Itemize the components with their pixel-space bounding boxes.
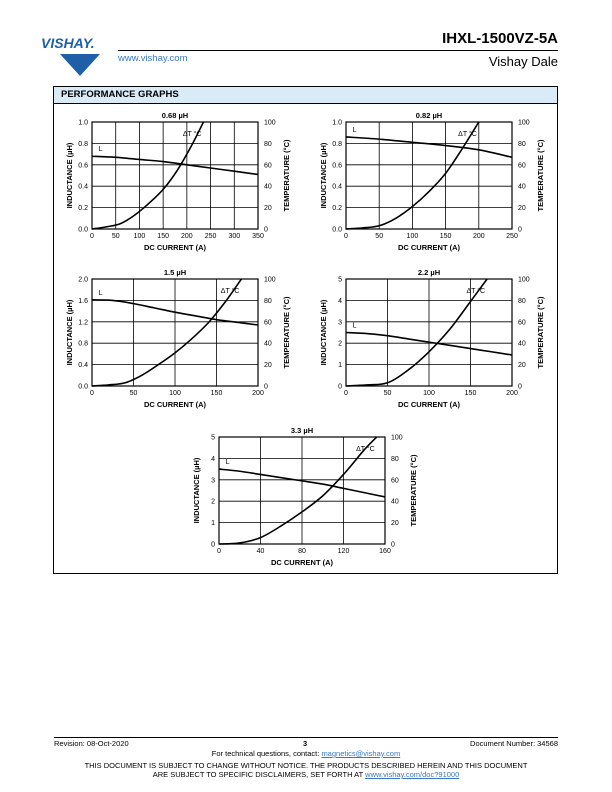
graph-1-5uh — [62, 265, 302, 413]
x-tick-label: 0 — [90, 233, 94, 240]
y-left-tick-label: 1 — [338, 362, 342, 370]
y-axis-label-right: TEMPERATURE (°C) — [409, 454, 418, 527]
vishay-logo — [40, 28, 110, 78]
x-tick-label: 0 — [217, 548, 221, 555]
y-left-tick-label: 5 — [211, 434, 215, 442]
graph-0-82uh — [316, 108, 556, 256]
y-left-tick-label: 0.6 — [78, 162, 88, 170]
y-left-tick-label: 0.4 — [78, 183, 88, 191]
y-left-tick-label: 2.0 — [78, 276, 88, 284]
y-right-tick-label: 60 — [518, 162, 526, 170]
x-axis-label: DC CURRENT (A) — [270, 558, 334, 567]
part-number: IHXL-1500VZ-5A — [442, 30, 558, 47]
y-right-tick-label: 100 — [518, 276, 530, 284]
y-right-tick-label: 20 — [518, 362, 526, 370]
y-axis-label-left: INDUCTANCE (µH) — [319, 299, 328, 366]
y-axis-label-right: TEMPERATURE (°C) — [536, 139, 545, 212]
y-left-tick-label: 2 — [338, 340, 342, 348]
x-tick-label: 150 — [157, 233, 169, 240]
x-tick-label: 100 — [169, 390, 181, 397]
graph-title: 0.82 µH — [415, 111, 443, 120]
y-left-tick-label: 0.0 — [78, 383, 88, 391]
x-tick-label: 50 — [111, 233, 120, 240]
x-tick-label: 200 — [252, 390, 264, 397]
x-tick-label: 200 — [472, 233, 485, 240]
x-axis-label: DC CURRENT (A) — [143, 400, 207, 409]
document-number: Document Number: 34568 — [470, 739, 558, 748]
x-tick-label: 100 — [423, 390, 435, 397]
x-tick-label: 50 — [383, 390, 392, 397]
y-right-tick-label: 60 — [264, 319, 272, 327]
graph-3-3uh — [189, 423, 429, 571]
y-axis-label-left: INDUCTANCE (µH) — [192, 457, 201, 524]
y-right-tick-label: 40 — [264, 340, 272, 348]
y-left-tick-label: 0.4 — [78, 362, 88, 370]
y-left-tick-label: 2 — [211, 498, 215, 506]
y-right-tick-label: 80 — [264, 140, 272, 148]
y-left-tick-label: 0.0 — [78, 226, 88, 234]
contact-prefix: For technical questions, contact: — [211, 749, 322, 758]
inductance-curve — [346, 137, 512, 157]
y-right-tick-label: 0 — [518, 383, 522, 391]
x-tick-label: 250 — [506, 233, 518, 240]
company-name: Vishay Dale — [488, 54, 558, 69]
y-right-tick-label: 100 — [518, 119, 530, 127]
y-right-tick-label: 0 — [518, 226, 522, 234]
y-right-tick-label: 20 — [264, 205, 272, 213]
graph-title: 0.68 µH — [161, 111, 189, 120]
page-number: 3 — [303, 739, 308, 748]
y-left-tick-label: 0.6 — [332, 162, 342, 170]
x-tick-label: 0 — [90, 390, 94, 397]
y-left-tick-label: 4 — [338, 297, 342, 305]
x-tick-label: 150 — [210, 390, 223, 397]
y-right-tick-label: 0 — [391, 541, 395, 549]
inductance-curve — [92, 156, 258, 174]
y-left-tick-label: 3 — [338, 319, 342, 327]
x-axis-label: DC CURRENT (A) — [143, 243, 207, 252]
header-rule — [118, 50, 558, 51]
graph-title: 2.2 µH — [417, 268, 441, 277]
temperature-curve-label: ΔT °C — [458, 131, 477, 138]
x-tick-label: 50 — [375, 233, 384, 240]
y-left-tick-label: 5 — [338, 276, 342, 284]
y-left-tick-label: 1.6 — [78, 297, 88, 305]
section-title: PERFORMANCE GRAPHS — [61, 89, 179, 100]
y-right-tick-label: 40 — [391, 498, 399, 506]
x-tick-label: 80 — [298, 548, 306, 555]
x-tick-label: 350 — [252, 233, 264, 240]
y-right-tick-label: 20 — [391, 520, 399, 528]
y-left-tick-label: 0.0 — [332, 226, 342, 234]
disclaimer-link[interactable]: www.vishay.com/doc?91000 — [365, 770, 460, 779]
logo-text: VISHAY. — [41, 35, 95, 51]
inductance-curve-label: L — [352, 126, 357, 134]
x-tick-label: 160 — [379, 548, 391, 555]
y-right-tick-label: 20 — [264, 362, 272, 370]
x-tick-label: 200 — [181, 233, 193, 240]
y-axis-label-right: TEMPERATURE (°C) — [536, 296, 545, 369]
y-left-tick-label: 0.4 — [332, 183, 342, 191]
y-right-tick-label: 20 — [518, 205, 526, 213]
footer-notice-line1: THIS DOCUMENT IS SUBJECT TO CHANGE WITHOUT NOTICE. THE PRODUCTS DESCRIBED HEREIN AND THIS DOCUMENT — [84, 761, 528, 770]
x-tick-label: 0 — [344, 390, 348, 397]
inductance-curve-label: L — [352, 322, 357, 330]
y-axis-label-left: INDUCTANCE (µH) — [65, 299, 74, 366]
y-right-tick-label: 40 — [264, 183, 272, 191]
site-link[interactable]: www.vishay.com — [118, 53, 188, 64]
temperature-curve-label: ΔT °C — [466, 288, 486, 295]
x-tick-label: 200 — [506, 390, 518, 397]
section-header-bar — [54, 87, 557, 104]
y-left-tick-label: 0.2 — [78, 205, 88, 213]
y-left-tick-label: 1.0 — [332, 119, 342, 127]
logo-triangle — [60, 54, 100, 76]
x-tick-label: 100 — [406, 233, 419, 240]
y-left-tick-label: 0 — [211, 541, 215, 549]
y-right-tick-label: 60 — [518, 319, 526, 327]
x-tick-label: 250 — [204, 233, 217, 240]
y-left-tick-label: 0.8 — [78, 340, 88, 348]
y-right-tick-label: 40 — [518, 183, 526, 191]
x-axis-label: DC CURRENT (A) — [397, 243, 461, 252]
y-right-tick-label: 100 — [264, 119, 276, 127]
graph-title: 1.5 µH — [163, 268, 187, 277]
y-axis-label-left: INDUCTANCE (µH) — [65, 142, 74, 209]
footer-revision: Revision: 08-Oct-2020 — [54, 739, 129, 748]
graph-title: 3.3 µH — [290, 426, 314, 435]
temperature-curve-label: ΔT °C — [220, 288, 240, 295]
inductance-curve-label: L — [98, 146, 103, 154]
graph-2-2uh — [316, 265, 556, 413]
y-axis-label-right: TEMPERATURE (°C) — [282, 139, 291, 212]
y-right-tick-label: 0 — [264, 226, 268, 234]
y-right-tick-label: 80 — [518, 297, 526, 305]
x-tick-label: 150 — [464, 390, 477, 397]
y-left-tick-label: 0.2 — [332, 205, 342, 213]
x-tick-label: 120 — [337, 548, 350, 555]
notice-prefix: ARE SUBJECT TO SPECIFIC DISCLAIMERS, SET FORTH AT — [152, 770, 366, 779]
x-axis-label: DC CURRENT (A) — [397, 400, 461, 409]
plot-frame — [92, 122, 258, 229]
y-right-tick-label: 100 — [264, 276, 276, 284]
y-right-tick-label: 40 — [518, 340, 526, 348]
y-right-tick-label: 80 — [518, 140, 526, 148]
footer-rule — [54, 737, 558, 738]
y-left-tick-label: 3 — [211, 477, 215, 485]
y-left-tick-label: 0.8 — [78, 140, 88, 148]
y-right-tick-label: 0 — [264, 383, 268, 391]
x-tick-label: 300 — [228, 233, 241, 240]
inductance-curve-label: L — [98, 289, 103, 297]
y-left-tick-label: 1.2 — [78, 319, 88, 327]
y-axis-label-left: INDUCTANCE (µH) — [319, 142, 328, 209]
temperature-curve-label: ΔT °C — [182, 131, 202, 138]
y-left-tick-label: 1.0 — [78, 119, 88, 127]
footer-contact — [0, 749, 612, 758]
graph-0-68uh — [62, 108, 302, 256]
y-left-tick-label: 1 — [211, 520, 215, 528]
x-tick-label: 40 — [256, 548, 265, 555]
temperature-curve — [92, 279, 241, 386]
y-left-tick-label: 4 — [211, 455, 215, 463]
temperature-curve-label: ΔT °C — [356, 446, 375, 453]
y-left-tick-label: 0.8 — [332, 140, 342, 148]
y-axis-label-right: TEMPERATURE (°C) — [282, 296, 291, 369]
footer-notice-line2 — [0, 770, 612, 779]
y-right-tick-label: 100 — [391, 434, 403, 442]
contact-email-link[interactable]: magnetics@vishay.com — [321, 749, 401, 758]
inductance-curve-label: L — [225, 459, 230, 467]
x-tick-label: 0 — [344, 233, 348, 240]
x-tick-label: 100 — [133, 233, 146, 240]
y-right-tick-label: 80 — [391, 455, 399, 463]
y-left-tick-label: 0 — [338, 383, 342, 391]
x-tick-label: 150 — [439, 233, 452, 240]
y-right-tick-label: 60 — [264, 162, 272, 170]
temperature-curve — [346, 279, 487, 386]
x-tick-label: 50 — [129, 390, 138, 397]
y-right-tick-label: 80 — [264, 297, 272, 305]
y-right-tick-label: 60 — [391, 477, 399, 485]
